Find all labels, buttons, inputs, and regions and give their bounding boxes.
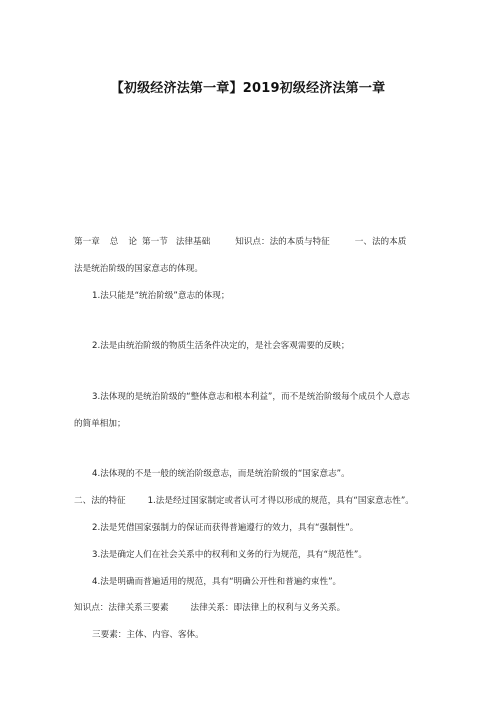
essence-point-1: 1.法只能是“统治阶级”意志的体现；	[92, 291, 230, 301]
heading-features: 二、法的特征	[74, 496, 126, 506]
feature-4: 4.法是明确而普遍适用的规范，具有“明确公开性和普遍约束性”。	[92, 577, 342, 587]
section-label: 第一节	[142, 237, 168, 247]
essence-definition: 法是统治阶级的国家意志的体现。	[74, 264, 203, 274]
legal-relation-line	[74, 602, 345, 614]
knowledge-point-2: 知识点：法律关系三要素	[74, 603, 169, 613]
feature-3: 3.法是确定人们在社会关系中的权利和义务的行为规范，具有“规范性”。	[92, 550, 367, 560]
lun-char: 论	[128, 237, 138, 247]
feature-2: 2.法是凭借国家强制力的保证而获得普遍遵行的效力，具有“强制性”。	[92, 523, 359, 533]
zong-char: 总	[109, 237, 119, 247]
three-elements: 三要素：主体、内容、客体。	[92, 630, 204, 640]
essence-point-3a: 3.法体现的是统治阶级的“整体意志和根本利益”，而不是统治阶级每个成员个人意志	[92, 392, 410, 402]
heading-essence: 一、法的本质	[354, 237, 407, 247]
features-line-1	[74, 495, 414, 507]
legal-relation-definition: 法律关系：即法律上的权利与义务关系。	[190, 603, 346, 613]
feature-1: 1.法是经过国家制定或者认可才得以形成的规范，具有“国家意志性”。	[147, 496, 414, 506]
essence-point-4: 4.法体现的不是一般的统治阶级意志，而是统治阶级的“国家意志”。	[92, 469, 350, 479]
document-title: 【初级经济法第一章】2019初级经济法第一章	[110, 81, 386, 96]
chapter-heading-line	[74, 236, 406, 248]
chapter-label: 第一章	[74, 237, 100, 247]
essence-point-2: 2.法是由统治阶级的物质生活条件决定的，是社会客观需要的反映；	[92, 341, 350, 351]
essence-point-3b: 的简单相加；	[74, 419, 126, 429]
section-name: 法律基础	[175, 237, 211, 247]
knowledge-point-1: 知识点：法的本质与特征	[235, 237, 330, 247]
